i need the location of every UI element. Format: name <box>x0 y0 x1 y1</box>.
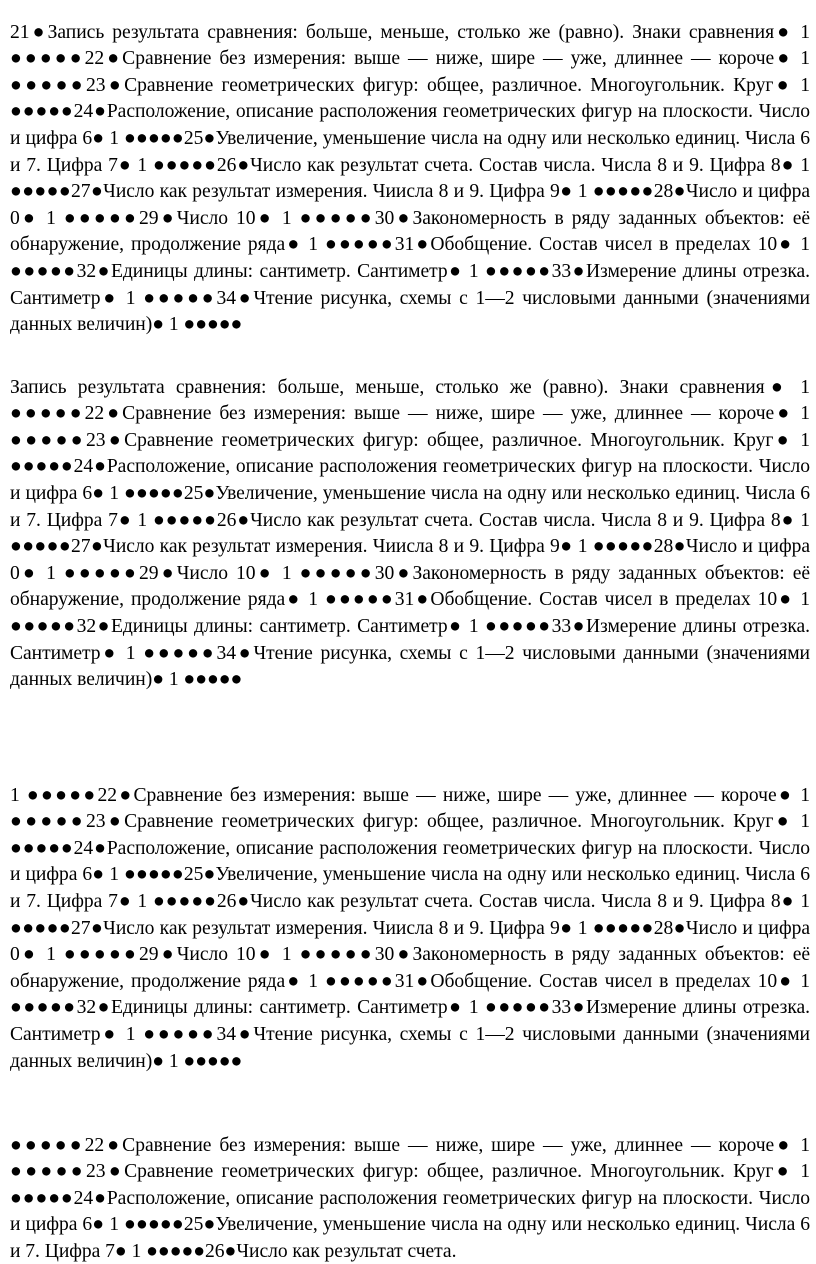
paragraph-2: Запись результата сравнения: больше, меньше, столько же (равно). Знаки сравнения● 1 ●●●●●22●Сравнение без измерения: выше — ниже, шире — уже, длиннее — короче● 1 ●●●●●23●Сравнение геометрических фигур: общее, различное. Многоугольник. Круг● 1 ●●●●●24●Расположение, описание расположения геометрических фигур на плоскости. Число и цифра 6● 1 ●●●●●25●Увеличение, уменьшение числа на одну или несколько единиц. Числа 6 и 7. Цифра 7● 1 ●●●●●26●Число как результат счета. Состав числа. Числа 8 и 9. Цифра 8● 1 ●●●●●27●Число как результат измерения. Чиисла 8 и 9. Цифра 9● 1 ●●●●●28●Число и цифра 0● 1 ●●●●●29●Число 10● 1 ●●●●●30●Закономерность в ряду заданных объектов: её обнаружение, продолжение ряда● 1 ●●●●●31●Обобщение. Состав чисел в пределах 10● 1 ●●●●●32●Единицы длины: сантиметр. Сантиметр● 1 ●●●●●33●Измерение длины отрезка. Сантиметр● 1 ●●●●●34●Чтение рисунка, схемы с 1—2 числовыми данными (значениями данных величин)● 1 ●●●●● <box>10 376 810 691</box>
paragraph-1: 21●Запись результата сравнения: больше, меньше, столько же (равно). Знаки сравнения● 1 ●●●●●22●Сравнение без измерения: выше — ниже, шире — уже, длиннее — короче● 1 ●●●●●23●Сравнение геометрических фигур: общее, различное. Многоугольник. Круг● 1 ●●●●●24●Расположение, описание расположения геометрических фигур на плоскости. Число и цифра 6● 1 ●●●●●25●Увеличение, уменьшение числа на одну или несколько единиц. Числа 6 и 7. Цифра 7● 1 ●●●●●26●Число как результат счета. Состав числа. Числа 8 и 9. Цифра 8● 1 ●●●●●27●Число как результат измерения. Чиисла 8 и 9. Цифра 9● 1 ●●●●●28●Число и цифра 0● 1 ●●●●●29●Число 10● 1 ●●●●●30●Закономерность в ряду заданных объектов: её обнаружение, продолжение ряда● 1 ●●●●●31●Обобщение. Состав чисел в пределах 10● 1 ●●●●●32●Единицы длины: сантиметр. Сантиметр● 1 ●●●●●33●Измерение длины отрезка. Сантиметр● 1 ●●●●●34●Чтение рисунка, схемы с 1—2 числовыми данными (значениями данных величин)● 1 ●●●●● <box>10 21 810 336</box>
paragraph-4: ●●●●●22●Сравнение без измерения: выше — ниже, шире — уже, длиннее — короче● 1 ●●●●●23●Сравнение геометрических фигур: общее, различное. Многоугольник. Круг● 1 ●●●●●24●Расположение, описание расположения геометрических фигур на плоскости. Число и цифра 6● 1 ●●●●●25●Увеличение, уменьшение числа на одну или несколько единиц. Числа 6 и 7. Цифра 7● 1 ●●●●●26●Число как результат счета. <box>10 1134 810 1262</box>
paragraph-3: 1 ●●●●●22●Сравнение без измерения: выше — ниже, шире — уже, длиннее — короче● 1 ●●●●●23●Сравнение геометрических фигур: общее, различное. Многоугольник. Круг● 1 ●●●●●24●Расположение, описание расположения геометрических фигур на плоскости. Число и цифра 6● 1 ●●●●●25●Увеличение, уменьшение числа на одну или несколько единиц. Числа 6 и 7. Цифра 7● 1 ●●●●●26●Число как результат счета. Состав числа. Числа 8 и 9. Цифра 8● 1 ●●●●●27●Число как результат измерения. Чиисла 8 и 9. Цифра 9● 1 ●●●●●28●Число и цифра 0● 1 ●●●●●29●Число 10● 1 ●●●●●30●Закономерность в ряду заданных объектов: её обнаружение, продолжение ряда● 1 ●●●●●31●Обобщение. Состав чисел в пределах 10● 1 ●●●●●32●Единицы длины: сантиметр. Сантиметр● 1 ●●●●●33●Измерение длины отрезка. Сантиметр● 1 ●●●●●34●Чтение рисунка, схемы с 1—2 числовыми данными (значениями данных величин)● 1 ●●●●● <box>10 784 810 1072</box>
